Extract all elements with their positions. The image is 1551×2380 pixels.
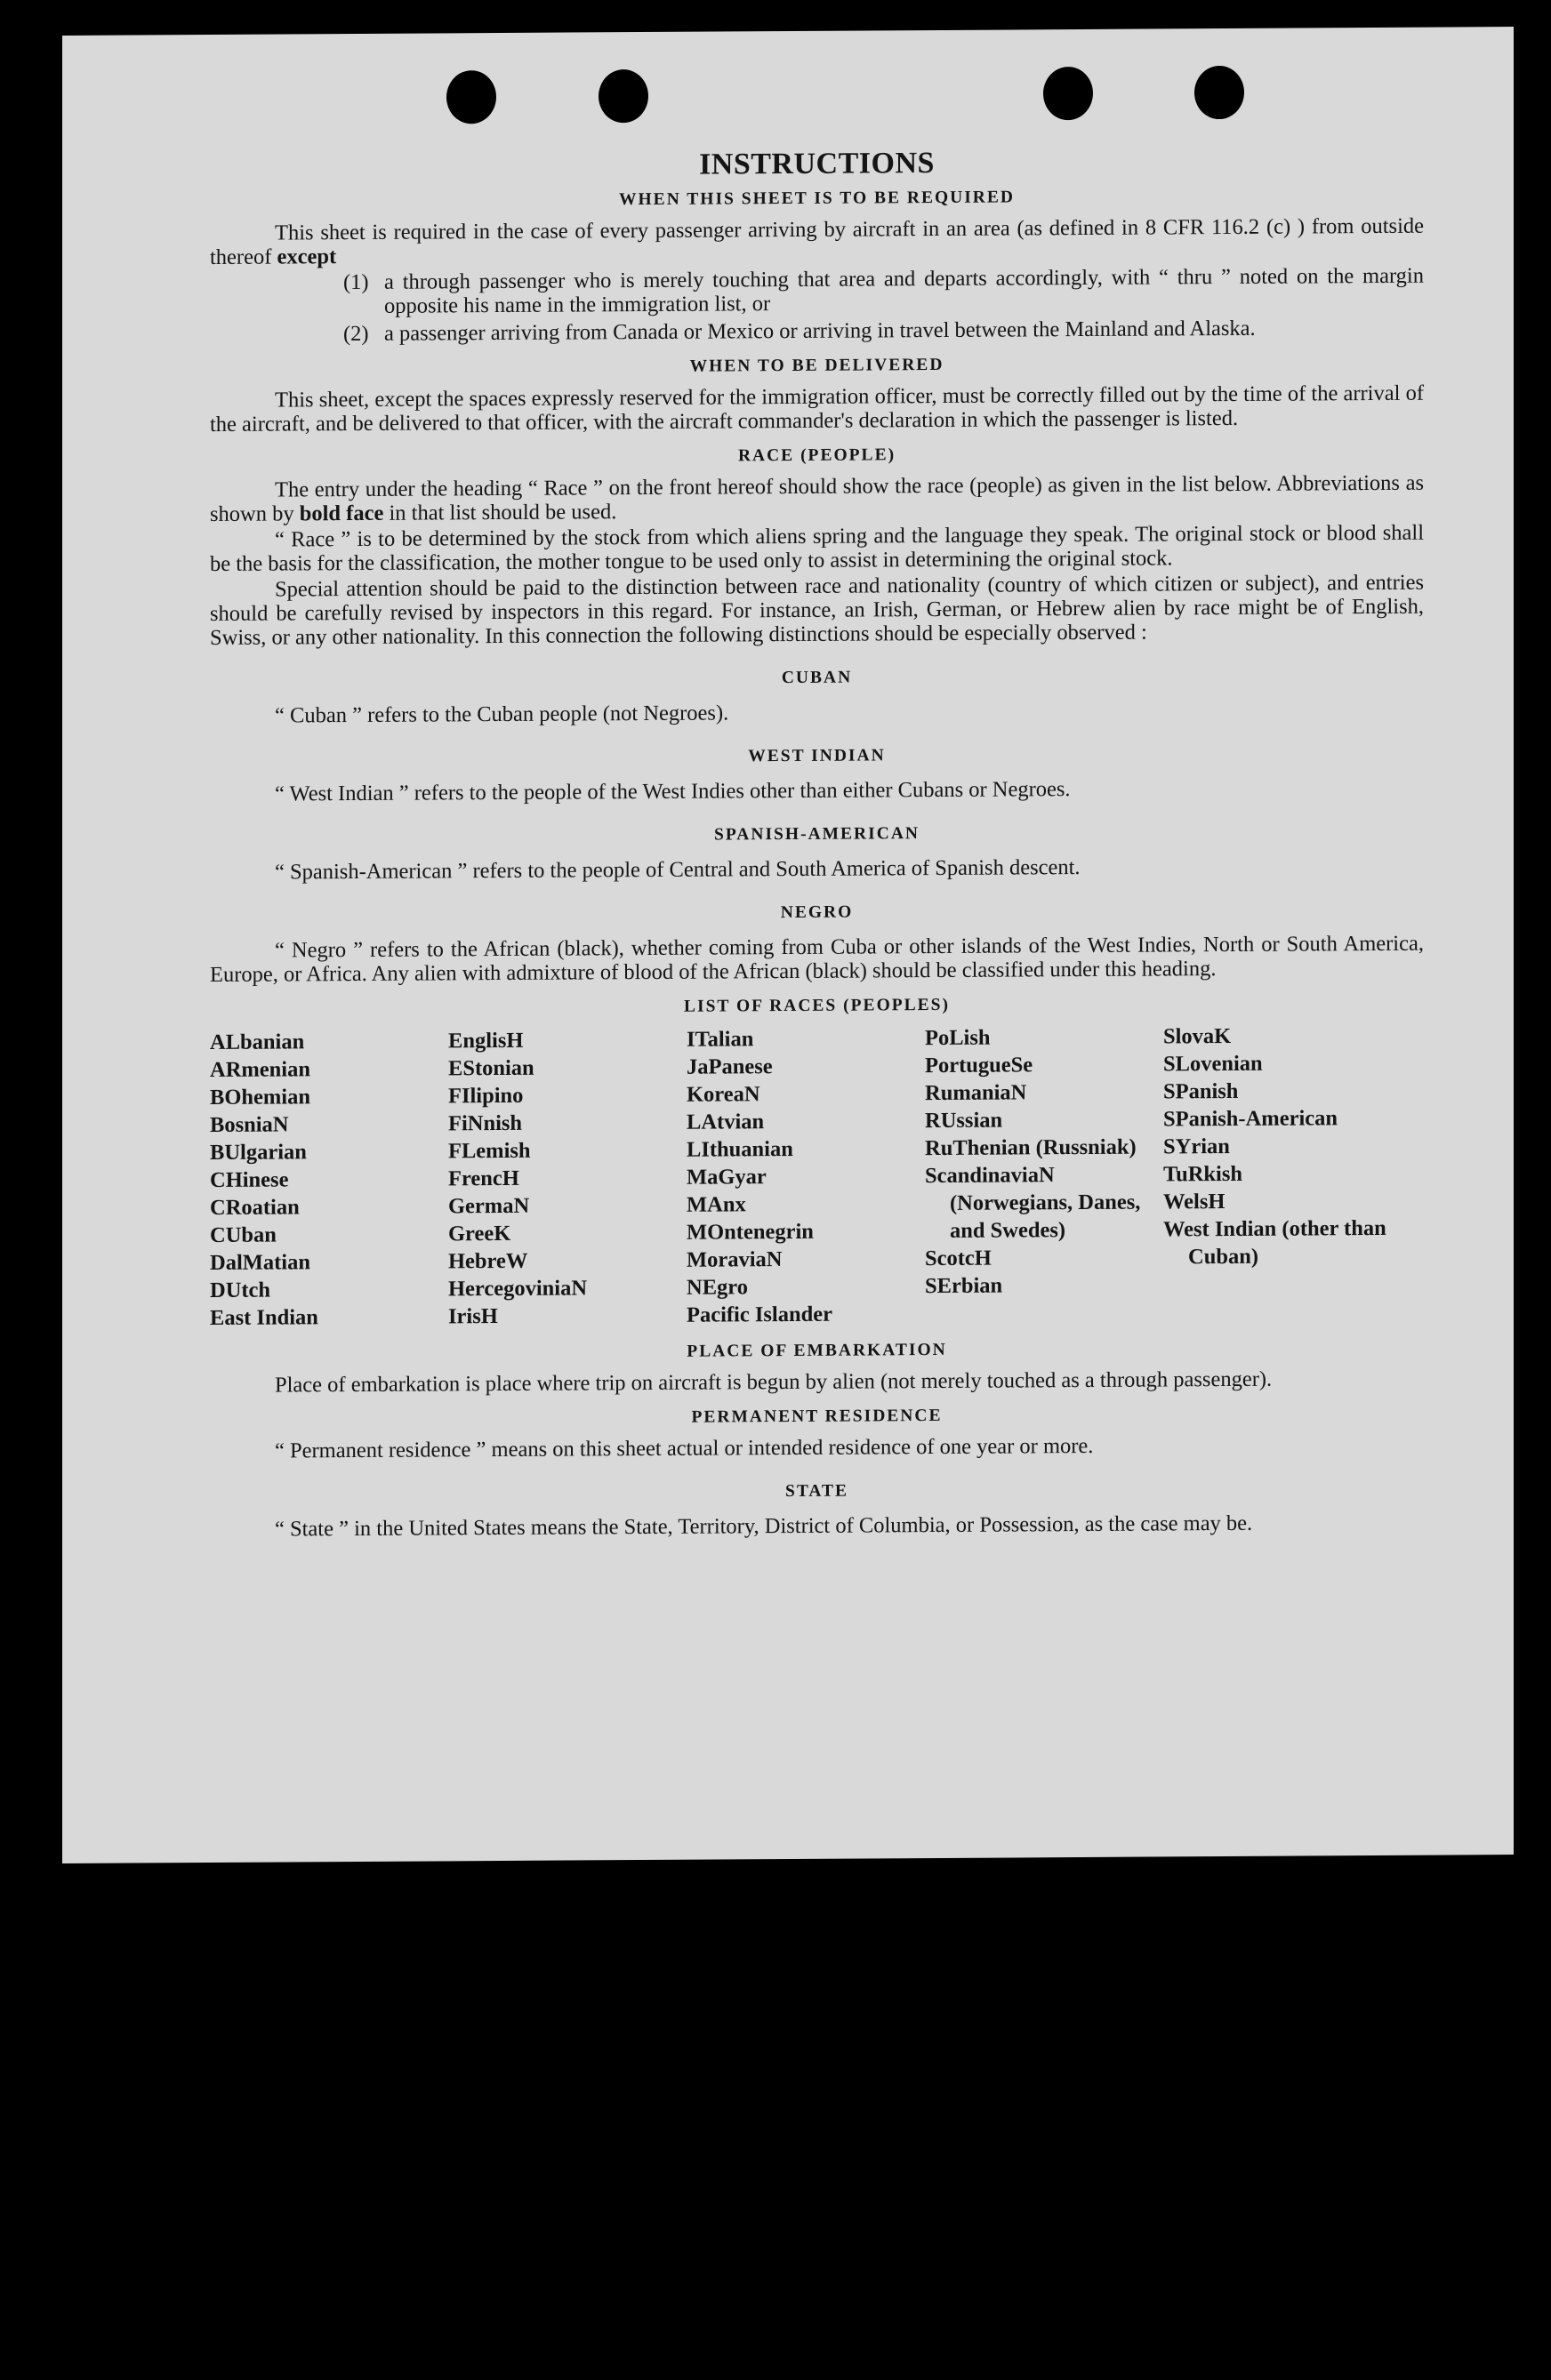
race-entry: DalMatian bbox=[210, 1250, 310, 1275]
document-sheet bbox=[62, 27, 1514, 1863]
race-entry: MOntenegrin bbox=[687, 1219, 814, 1245]
section-heading-cuban: CUBAN bbox=[781, 668, 853, 688]
race-entry: BOhemian bbox=[210, 1085, 310, 1110]
punch-hole bbox=[1043, 67, 1093, 120]
bold-text: except bbox=[277, 244, 337, 269]
section-heading-negro: NEGRO bbox=[780, 902, 854, 923]
race-entry: NEgro bbox=[687, 1275, 748, 1300]
text: The entry under the heading “ Race ” on the front hereof should show the race (people) as given in the list below. Abbreviations as shown by bbox=[210, 470, 1424, 526]
section-heading-race: RACE (PEOPLE) bbox=[737, 445, 896, 466]
paragraph: Place of embarkation is place where trip on aircraft is begun by alien (not merely touched as a through passenger). bbox=[275, 1366, 1273, 1398]
races-column-2 bbox=[448, 1026, 687, 1331]
paragraph: “ Spanish-American ” refers to the people of Central and South America of Spanish descent. bbox=[275, 855, 1081, 885]
race-entry: RuThenian (Russniak) bbox=[925, 1134, 1137, 1161]
race-entry: JaPanese bbox=[687, 1054, 773, 1079]
text: This sheet is required in the case of every passenger arriving by aircraft in an area (as defined in 8 CFR 116.2 (c) ) from outside thereof bbox=[210, 213, 1424, 269]
list-item bbox=[210, 264, 1424, 319]
document-content bbox=[210, 148, 1424, 1543]
race-entry: WelsH bbox=[1163, 1190, 1226, 1214]
race-entry: IrisH bbox=[448, 1304, 498, 1329]
race-entry: ITalian bbox=[687, 1027, 754, 1052]
race-entry: MAnx bbox=[687, 1192, 746, 1217]
paragraph bbox=[210, 471, 1424, 526]
race-entry: PoLish bbox=[925, 1025, 991, 1051]
race-entry: HercegoviniaN bbox=[448, 1276, 588, 1302]
race-entry: EnglisH bbox=[448, 1028, 524, 1054]
race-entry: SPanish bbox=[1163, 1078, 1239, 1104]
race-entry: ARmenian bbox=[210, 1057, 310, 1082]
race-entry: MoraviaN bbox=[687, 1247, 783, 1272]
race-entry: FiNnish bbox=[448, 1110, 523, 1136]
race-entry: FrencH bbox=[448, 1166, 519, 1191]
text: in that list should be used. bbox=[389, 500, 617, 525]
race-entry: ScandinaviaN (Norwegians, Danes, and Swedes) bbox=[925, 1163, 1141, 1243]
race-entry: PortugueSe bbox=[925, 1053, 1033, 1078]
race-entry: SPanish-American bbox=[1163, 1106, 1338, 1132]
race-entry: SYrian bbox=[1163, 1134, 1230, 1159]
race-entry: MaGyar bbox=[687, 1165, 767, 1190]
section-heading-residence: PERMANENT RESIDENCE bbox=[691, 1406, 943, 1427]
race-entry: CRoatian bbox=[210, 1195, 300, 1220]
item-number: (2) bbox=[343, 321, 369, 347]
race-entry: SLovenian bbox=[1163, 1051, 1263, 1077]
races-column-4 bbox=[925, 1022, 1163, 1327]
paragraph: “ State ” in the United States means the State, Territory, District of Columbia, or Possession, as the case may be. bbox=[275, 1511, 1253, 1542]
race-entry: CHinese bbox=[210, 1167, 289, 1192]
item-text: a through passenger who is merely touching that area and departs accordingly, with “ thru ” noted on the margin opposite his name in the immigration list, or bbox=[384, 263, 1424, 318]
paragraph: “ Negro ” refers to the African (black), whether coming from Cuba or other islands of the West Indies, North or South America, Europe, or Africa. Any alien with admixture of blood of the African (black) should be classified under this heading. bbox=[210, 931, 1424, 987]
section-heading-spanish-american: SPANISH-AMERICAN bbox=[714, 824, 920, 845]
section-heading-west-indian: WEST INDIAN bbox=[748, 746, 886, 766]
race-entry: BUlgarian bbox=[210, 1140, 307, 1165]
race-entry: Pacific Islander bbox=[687, 1302, 832, 1327]
race-entry: CUban bbox=[210, 1222, 277, 1247]
race-entry: LIthuanian bbox=[687, 1136, 793, 1162]
races-table bbox=[210, 1022, 1424, 1332]
races-column-5 bbox=[1163, 1022, 1424, 1326]
race-entry: HebreW bbox=[448, 1248, 528, 1274]
section-heading-embarkation: PLACE OF EMBARKATION bbox=[687, 1340, 947, 1361]
race-entry: DUtch bbox=[210, 1278, 271, 1302]
list-item bbox=[210, 316, 1424, 347]
race-entry: ALbanian bbox=[210, 1030, 305, 1054]
paragraph: “ Permanent residence ” means on this sheet actual or intended residence of one year or more. bbox=[275, 1433, 1094, 1463]
punch-hole bbox=[446, 70, 496, 124]
races-column-3 bbox=[687, 1024, 925, 1329]
race-entry: RUssian bbox=[925, 1108, 1003, 1134]
race-entry: SlovaK bbox=[1163, 1023, 1232, 1049]
races-column-1 bbox=[210, 1027, 448, 1332]
section-heading-delivered: WHEN TO BE DELIVERED bbox=[689, 355, 944, 376]
paragraph bbox=[210, 214, 1424, 269]
race-entry: RumaniaN bbox=[925, 1080, 1027, 1106]
race-entry: GermaN bbox=[448, 1193, 530, 1219]
race-entry: GreeK bbox=[448, 1221, 511, 1246]
paragraph: This sheet, except the spaces expressly reserved for the immigration officer, must be correctly filled out by the time of the arrival of the aircraft, and be delivered to that officer, with the aircraft commander's declaration in which the passenger is listed. bbox=[210, 381, 1424, 437]
race-entry: KoreaN bbox=[687, 1082, 760, 1107]
race-entry: ScotcH bbox=[925, 1246, 992, 1271]
punch-hole bbox=[1194, 66, 1244, 119]
page-title: INSTRUCTIONS bbox=[699, 147, 935, 181]
race-entry: FLemish bbox=[448, 1138, 531, 1164]
race-entry: West Indian (other than Cuban) bbox=[1163, 1215, 1386, 1270]
race-entry: EStonian bbox=[448, 1055, 534, 1081]
race-entry: BosniaN bbox=[210, 1112, 289, 1137]
paragraph: “ Race ” is to be determined by the stock from which aliens spring and the language they speak. The original stock or blood shall be the basis for the classification, the mother tongue to be used only to assist in determining the original stock. bbox=[210, 520, 1424, 576]
race-entry: East Indian bbox=[210, 1305, 318, 1330]
item-text: a passenger arriving from Canada or Mexico or arriving in travel between the Mainland and Alaska. bbox=[384, 316, 1256, 346]
race-entry: FIlipino bbox=[448, 1083, 524, 1109]
bold-text: bold face bbox=[299, 501, 384, 526]
paragraph: “ Cuban ” refers to the Cuban people (not Negroes). bbox=[275, 701, 729, 728]
race-entry: SErbian bbox=[925, 1273, 1003, 1299]
race-entry: LAtvian bbox=[687, 1110, 765, 1134]
punch-hole bbox=[599, 69, 648, 123]
section-heading-list-of-races: LIST OF RACES (PEOPLES) bbox=[683, 995, 950, 1016]
race-entry: TuRkish bbox=[1163, 1161, 1243, 1187]
paragraph: “ West Indian ” refers to the people of the West Indies other than either Cubans or Negroes. bbox=[275, 777, 1071, 806]
item-number: (1) bbox=[343, 269, 369, 295]
section-heading-state: STATE bbox=[784, 1481, 849, 1502]
paragraph: Special attention should be paid to the distinction between race and nationality (country of which citizen or subject), and entries should be carefully revised by inspectors in this regard. For instance, an Irish, German, or Hebrew alien by race might be of English, Swiss, or any other nationality. In this connection the following distinctions should be especially observed : bbox=[210, 570, 1424, 650]
section-heading-required: WHEN THIS SHEET IS TO BE REQUIRED bbox=[619, 188, 1015, 210]
